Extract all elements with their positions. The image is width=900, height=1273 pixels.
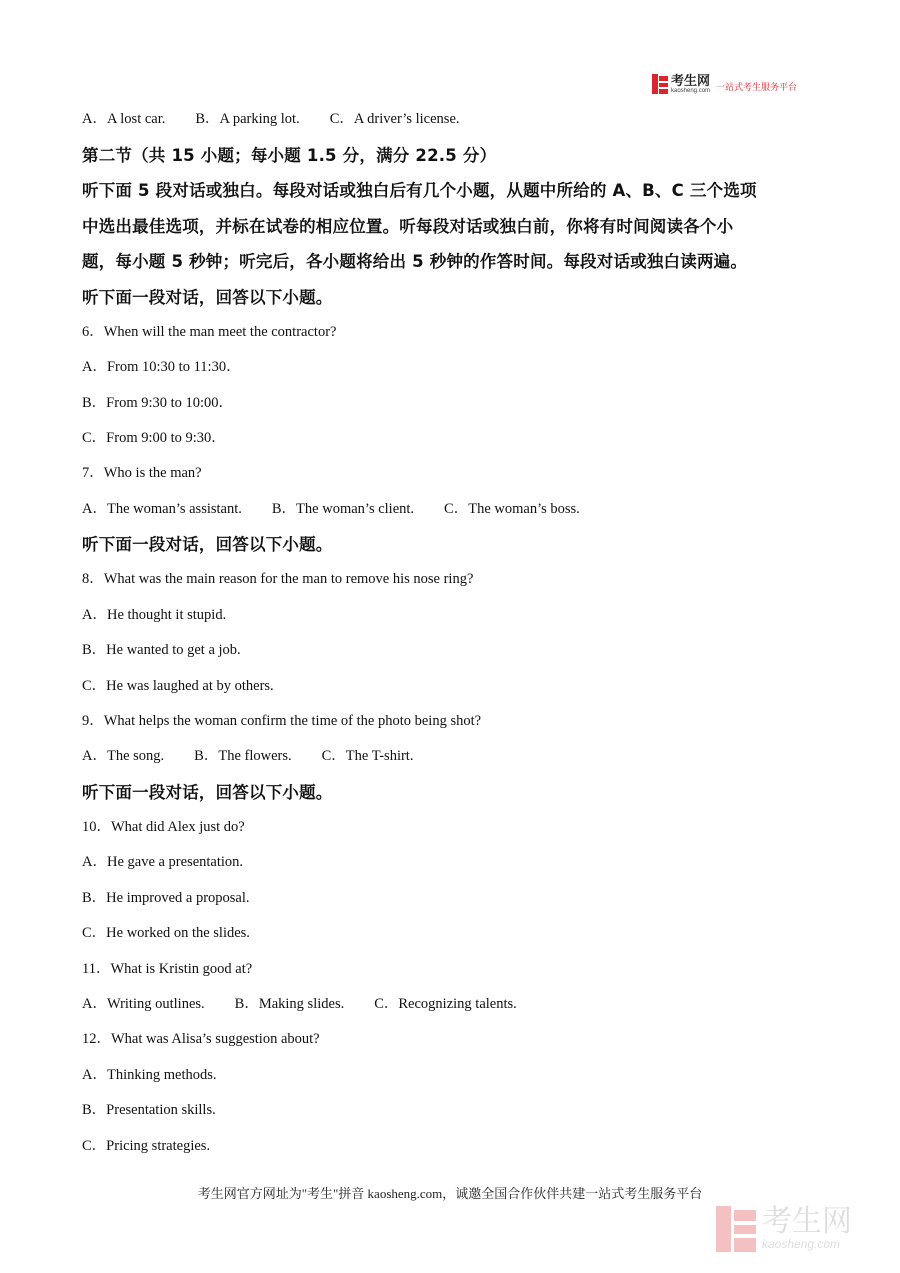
answer-option: B．A parking lot. [195,111,300,127]
answer-option: A．He thought it stupid. [82,607,227,623]
answer-option: A．The song. [82,748,165,764]
answer-option: C．Pricing strategies. [82,1138,211,1154]
answer-option: A．From 10:30 to 11:30． [82,359,241,375]
question-text: 7．Who is the man? [82,465,202,481]
answer-option: B．The flowers. [194,748,292,764]
answer-option: B．From 9:30 to 10:00． [82,395,234,411]
question-text: 12．What was Alisa’s suggestion about? [82,1031,320,1047]
answer-option: A．Thinking methods. [82,1067,217,1083]
section-heading: 听下面一段对话，回答以下小题。 [82,288,333,307]
section-heading: 第二节（共 15 小题；每小题 1.5 分，满分 22.5 分） [82,146,497,165]
answer-option: A．A lost car. [82,111,166,127]
answer-option: B．Making slides. [234,996,345,1012]
watermark-domain: kaosheng.com [762,1237,841,1251]
answer-option: C．From 9:00 to 9:30． [82,430,226,446]
page-footer: 考生网官方网址为"考生"拼音 kaosheng.com，诚邀全国合作伙伴共建一站式考生服务平台 [197,1186,703,1201]
section-heading: 听下面一段对话，回答以下小题。 [82,783,333,802]
answer-option: B．He improved a proposal. [82,890,250,906]
question-text: 8．What was the main reason for the man to remove his nose ring? [82,571,474,587]
watermark-logo-icon [716,1206,756,1252]
answer-option: A．The woman’s assistant. [82,501,242,517]
answer-option: C．A driver’s license. [329,111,460,127]
option-row [82,499,580,519]
answer-option: A．He gave a presentation. [82,854,244,870]
option-row [82,994,517,1014]
answer-option: B．He wanted to get a job. [82,642,241,658]
question-text: 6．When will the man meet the contractor? [82,324,337,340]
answer-option: C．The T-shirt. [321,748,414,764]
question-text: 10．What did Alex just do? [82,819,245,835]
question-text: 9．What helps the woman confirm the time of the photo being shot? [82,713,482,729]
watermark-chinese-name: 考生网 [762,1204,852,1239]
section-heading: 听下面 5 段对话或独白。每段对话或独白后有几个小题，从题中所给的 A、B、C 三个选项 [82,181,757,200]
logo-icon [652,74,668,94]
section-heading: 听下面一段对话，回答以下小题。 [82,535,333,554]
section-heading: 中选出最佳选项，并标在试卷的相应位置。听每段对话或独白前，你将有时间阅读各个小 [82,217,734,236]
brand-logo [652,72,797,96]
option-row [82,746,413,766]
option-row [82,109,460,129]
section-heading: 题，每小题 5 秒钟；听完后，各小题将给出 5 秒钟的作答时间。每段对话或独白读两遍。 [82,252,748,271]
answer-option: A．Writing outlines. [82,996,205,1012]
logo-domain: kaosheng.com [671,87,711,94]
answer-option: C．He worked on the slides. [82,925,250,941]
logo-chinese-name: 考生网 [671,73,711,89]
logo-slogan: 一站式考生服务平台 [716,82,798,93]
answer-option: B．The woman’s client. [271,501,415,517]
answer-option: C．He was laughed at by others. [82,678,274,694]
answer-option: B．Presentation skills. [82,1102,216,1118]
watermark [716,1206,852,1252]
answer-option: C．Recognizing talents. [374,996,517,1012]
question-text: 11．What is Kristin good at? [82,961,253,977]
answer-option: C．The woman’s boss. [444,501,580,517]
